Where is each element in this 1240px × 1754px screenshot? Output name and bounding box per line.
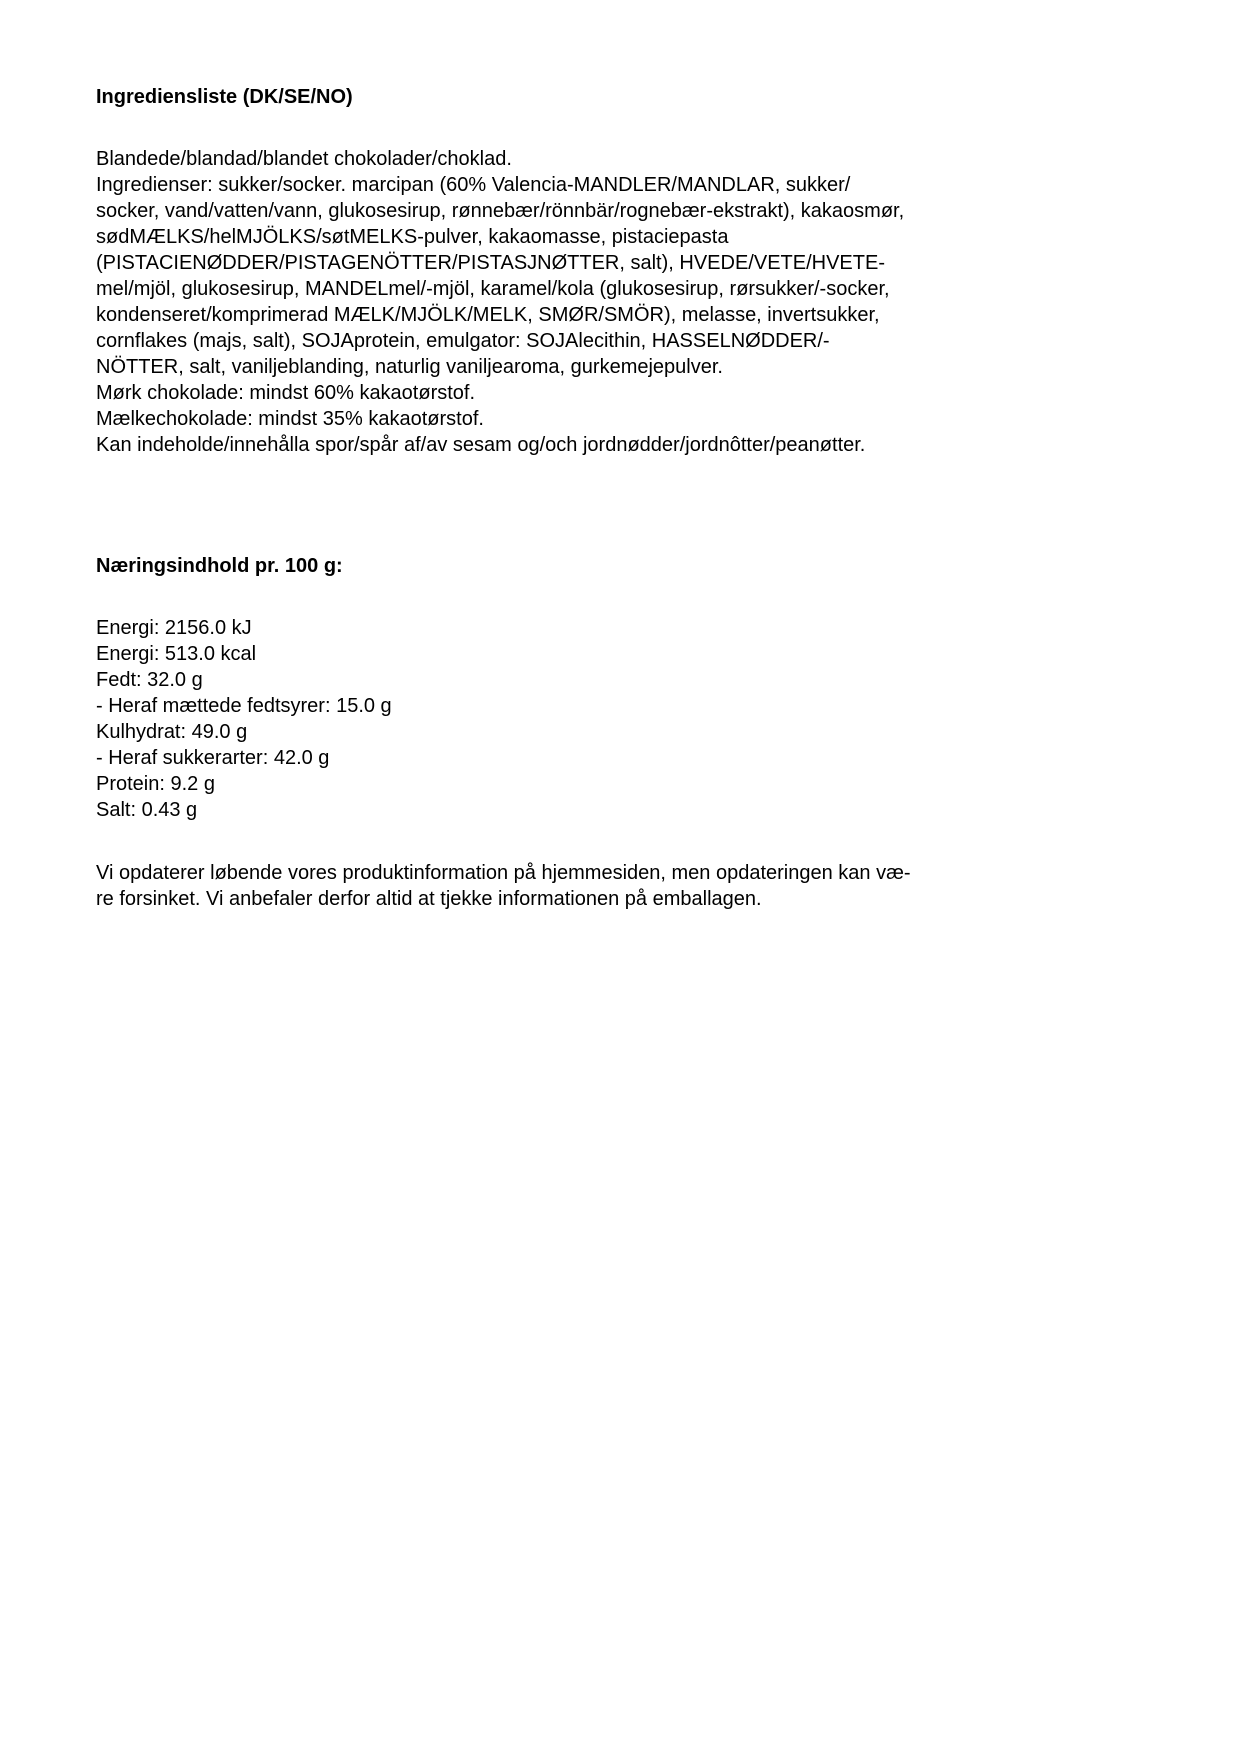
nutrition-line-sugars: - Heraf sukkerarter: 42.0 g: [96, 747, 330, 769]
nutrition-heading: Næringsindhold pr. 100 g:: [96, 555, 343, 577]
ingredients-heading: Ingrediensliste (DK/SE/NO): [96, 86, 353, 108]
ingredients-paragraph: [96, 146, 1170, 458]
nutrition-line-fat: Fedt: 32.0 g: [96, 669, 203, 691]
ingredients-line: (PISTACIENØDDER/PISTAGENÖTTER/PISTASJNØTTER, salt), HVEDE/VETE/HVETE-: [96, 252, 885, 274]
nutrition-line-protein: Protein: 9.2 g: [96, 773, 215, 795]
ingredients-line: Blandede/blandad/blandet chokolader/choklad.: [96, 148, 512, 170]
nutrition-line-saturated-fat: - Heraf mættede fedtsyrer: 15.0 g: [96, 695, 392, 717]
ingredients-line: mel/mjöl, glukosesirup, MANDELmel/-mjöl, karamel/kola (glukosesirup, rørsukker/-socker,: [96, 278, 890, 300]
disclaimer-line: re forsinket. Vi anbefaler derfor altid at tjekke informationen på emballagen.: [96, 888, 762, 910]
ingredients-line: socker, vand/vatten/vann, glukosesirup, rønnebær/rönnbär/rognebær-ekstrakt), kakaosmør,: [96, 200, 905, 222]
ingredients-line: sødMÆLKS/helMJÖLKS/søtMELKS-pulver, kakaomasse, pistaciepasta: [96, 226, 729, 248]
nutrition-line-energy-kj: Energi: 2156.0 kJ: [96, 617, 252, 639]
ingredients-line: Ingredienser: sukker/socker. marcipan (60% Valencia-MANDLER/MANDLAR, sukker/: [96, 174, 851, 196]
nutrition-facts: [96, 615, 1170, 823]
ingredients-line: cornflakes (majs, salt), SOJAprotein, emulgator: SOJAlecithin, HASSELNØDDER/-: [96, 330, 830, 352]
ingredients-line: Mørk chokolade: mindst 60% kakaotørstof.: [96, 382, 476, 404]
ingredients-line: NÖTTER, salt, vaniljeblanding, naturlig vaniljearoma, gurkemejepulver.: [96, 356, 723, 378]
ingredients-line: kondenseret/komprimerad MÆLK/MJÖLK/MELK, SMØR/SMÖR), melasse, invertsukker,: [96, 304, 880, 326]
disclaimer-paragraph: [96, 860, 1170, 912]
disclaimer-line: Vi opdaterer løbende vores produktinformation på hjemmesiden, men opdateringen kan væ-: [96, 862, 911, 884]
ingredients-line: Mælkechokolade: mindst 35% kakaotørstof.: [96, 408, 484, 430]
ingredients-line: Kan indeholde/innehålla spor/spår af/av sesam og/och jordnødder/jordnôtter/peanøtter.: [96, 434, 866, 456]
nutrition-line-carbohydrate: Kulhydrat: 49.0 g: [96, 721, 248, 743]
nutrition-line-salt: Salt: 0.43 g: [96, 799, 198, 821]
nutrition-line-energy-kcal: Energi: 513.0 kcal: [96, 643, 257, 665]
